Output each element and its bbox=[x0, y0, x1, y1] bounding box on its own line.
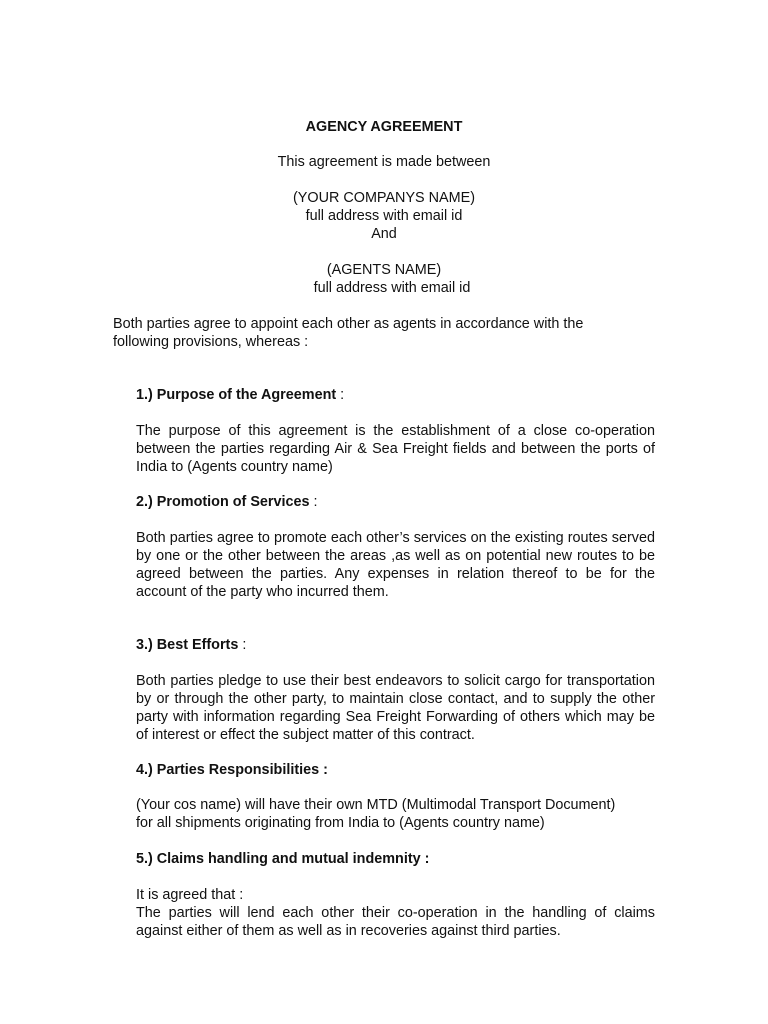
section-4-body-line-1: (Your cos name) will have their own MTD (Multimodal Transport Document) bbox=[136, 797, 616, 813]
preamble-line-2: following provisions, whereas : bbox=[113, 334, 309, 350]
party1-name: (YOUR COMPANYS NAME) bbox=[292, 190, 476, 206]
section-2-heading-text: 2.) Promotion of Services bbox=[136, 494, 310, 510]
party1-address: full address with email id bbox=[305, 208, 463, 224]
section-2-body: Both parties agree to promote each other’s services on the existing routes served by one or the other between the areas ,as well as on potential new routes to be agreed between the parties. Any expenses in relation thereof to be for the account of the party who incurred them. bbox=[136, 530, 655, 600]
section-2-heading bbox=[136, 493, 318, 511]
party2-name: (AGENTS NAME) bbox=[326, 262, 442, 278]
document-title: AGENCY AGREEMENT bbox=[305, 119, 463, 135]
section-2-heading-suffix: : bbox=[309, 494, 318, 510]
section-4-body-line-2: for all shipments originating from India to (Agents country name) bbox=[136, 815, 545, 831]
section-3-heading-text: 3.) Best Efforts bbox=[136, 637, 239, 653]
section-5-heading: 5.) Claims handling and mutual indemnity : bbox=[136, 851, 430, 867]
section-3-heading bbox=[136, 636, 246, 654]
section-1-heading bbox=[136, 386, 344, 404]
section-1-body: The purpose of this agreement is the establishment of a close co-operation between the parties regarding Air & Sea Freight fields and between the ports of India to (Agents country name) bbox=[136, 423, 655, 475]
section-1-heading-suffix: : bbox=[336, 387, 345, 403]
preamble-line-1: Both parties agree to appoint each other as agents in accordance with the bbox=[113, 316, 584, 332]
conjunction: And bbox=[371, 226, 397, 242]
section-1-heading-text: 1.) Purpose of the Agreement bbox=[136, 387, 337, 403]
section-3-body: Both parties pledge to use their best endeavors to solicit cargo for transportation by or through the other party, to maintain close contact, and to supply the other party with information regarding Sea Freight Forwarding of others which may be of interest or effect the subject matter of this contract. bbox=[136, 673, 655, 743]
intro-line: This agreement is made between bbox=[277, 154, 491, 170]
section-5-body-intro: It is agreed that : bbox=[136, 887, 244, 903]
party2-address: full address with email id bbox=[313, 280, 471, 296]
section-4-heading: 4.) Parties Responsibilities : bbox=[136, 762, 328, 778]
section-3-heading-suffix: : bbox=[238, 637, 247, 653]
section-5-body: The parties will lend each other their co-operation in the handling of claims against either of them as well as in recoveries against third parties. bbox=[136, 905, 655, 939]
